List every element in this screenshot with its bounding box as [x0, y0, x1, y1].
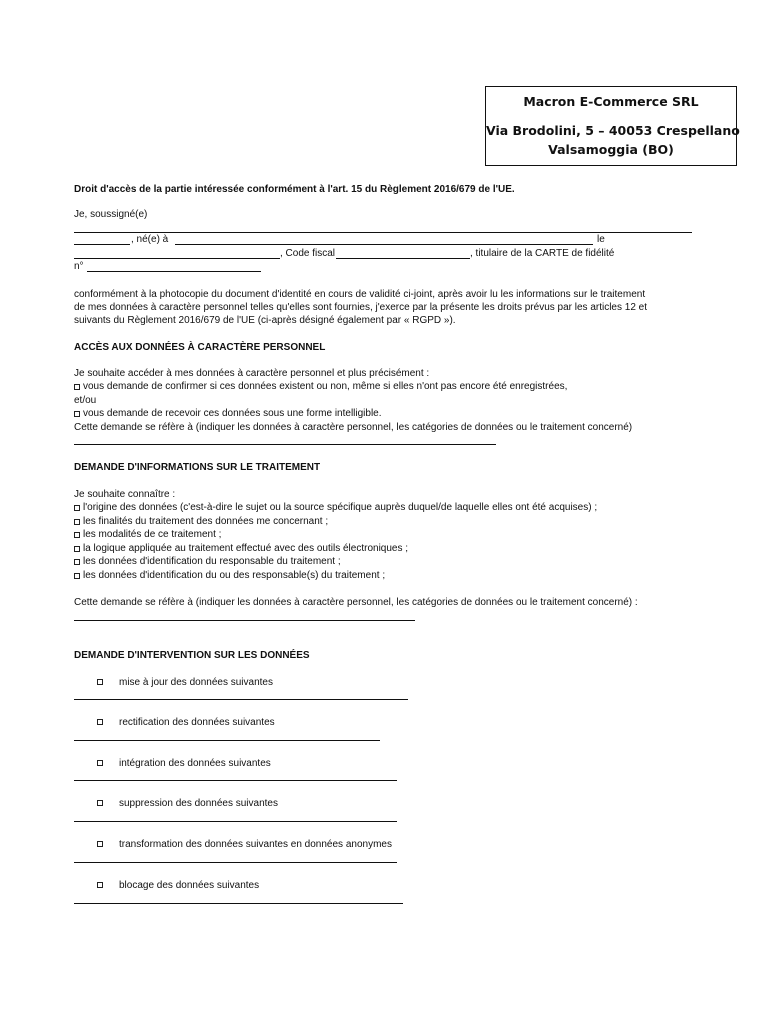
- info-refers-to-field[interactable]: [74, 620, 415, 621]
- info-item-origin: l'origine des données (c'est-à-dire le sujet ou la source spécifique auprès duquel/de laquelle elles ont été acquises) ;: [83, 502, 598, 513]
- fiscal-code-field[interactable]: [336, 258, 470, 259]
- info-section-heading: DEMANDE D'INFORMATIONS SUR LE TRAITEMENT: [74, 462, 321, 473]
- info-checkbox-logic[interactable]: [74, 546, 80, 552]
- integration-field[interactable]: [74, 780, 397, 781]
- update-data-checkbox[interactable]: [97, 679, 103, 685]
- birthplace-field[interactable]: [175, 244, 593, 245]
- rectification-label: rectification des données suivantes: [119, 717, 275, 728]
- anonymization-field[interactable]: [74, 862, 397, 863]
- document-title: Droit d'accès de la partie intéressée conformément à l'art. 15 du Règlement 2016/679 de l'UE.: [74, 184, 515, 195]
- anonymization-label: transformation des données suivantes en données anonymes: [119, 839, 392, 850]
- undersigned-label: Je, soussigné(e): [74, 209, 148, 220]
- confirm-existence-label: vous demande de confirmer si ces données existent ou non, même si elles n'ont pas encore été enregistrées,: [83, 381, 568, 392]
- company-address-box: [485, 86, 740, 166]
- deletion-field[interactable]: [74, 821, 397, 822]
- info-item-methods: les modalités de ce traitement ;: [83, 529, 222, 540]
- title-field[interactable]: [74, 244, 130, 245]
- info-checkbox-methods[interactable]: [74, 532, 80, 538]
- info-checkbox-purposes[interactable]: [74, 519, 80, 525]
- company-address-line2: Valsamoggia (BO): [548, 142, 674, 157]
- birthdate-label: le: [597, 234, 605, 245]
- company-name: Macron E-Commerce SRL: [523, 94, 699, 109]
- access-section-heading: ACCÈS AUX DONNÉES À CARACTÈRE PERSONNEL: [74, 342, 326, 353]
- fiscal-code-label: , Code fiscal: [280, 248, 336, 259]
- info-item-logic: la logique appliquée au traitement effectué avec des outils électroniques ;: [83, 543, 409, 554]
- anonymization-checkbox[interactable]: [97, 841, 103, 847]
- access-refers-to-label: Cette demande se réfère à (indiquer les données à caractère personnel, les catégories de données ou le traitement concerné): [74, 422, 633, 433]
- blocking-checkbox[interactable]: [97, 882, 103, 888]
- consent-line-3: suivants du Règlement 2016/679 de l'UE (ci-après désigné également par « RGPD »).: [74, 315, 456, 326]
- intelligible-form-checkbox[interactable]: [74, 411, 80, 417]
- access-refers-to-field[interactable]: [74, 444, 496, 445]
- update-data-field[interactable]: [74, 699, 408, 700]
- info-item-purposes: les finalités du traitement des données me concernant ;: [83, 516, 329, 527]
- and-or-label: et/ou: [74, 395, 97, 406]
- intervention-section-heading: DEMANDE D'INTERVENTION SUR LES DONNÉES: [74, 650, 310, 661]
- loyalty-card-label: , titulaire de la CARTE de fidélité: [470, 248, 615, 259]
- rectification-checkbox[interactable]: [97, 719, 103, 725]
- consent-line-2: de mes données à caractère personnel telles qu'elles sont fournies, j'exerce par la présente les droits prévus par les articles 12 et: [74, 302, 648, 313]
- integration-checkbox[interactable]: [97, 760, 103, 766]
- card-number-field[interactable]: [87, 271, 261, 272]
- confirm-existence-checkbox[interactable]: [74, 384, 80, 390]
- company-address-line1: Via Brodolini, 5 – 40053 Crespellano: [486, 123, 740, 138]
- access-intro: Je souhaite accéder à mes données à caractère personnel et plus précisément :: [74, 368, 430, 379]
- info-checkbox-processors[interactable]: [74, 573, 80, 579]
- blocking-field[interactable]: [74, 903, 403, 904]
- info-item-processors: les données d'identification du ou des responsable(s) du traitement ;: [83, 570, 386, 581]
- consent-line-1: conformément à la photocopie du document d'identité en cours de validité ci-joint, après avoir lu les informations sur le traitement: [74, 289, 646, 300]
- info-item-controller: les données d'identification du responsable du traitement ;: [83, 556, 341, 567]
- blocking-label: blocage des données suivantes: [119, 880, 260, 891]
- integration-label: intégration des données suivantes: [119, 758, 271, 769]
- intelligible-form-label: vous demande de recevoir ces données sous une forme intelligible.: [83, 408, 382, 419]
- birthdate-field[interactable]: [74, 258, 280, 259]
- born-label: , né(e) à: [131, 234, 169, 245]
- info-refers-to-label: Cette demande se réfère à (indiquer les données à caractère personnel, les catégories de données ou le traitement concerné) :: [74, 597, 638, 608]
- deletion-checkbox[interactable]: [97, 800, 103, 806]
- info-checkbox-controller[interactable]: [74, 559, 80, 565]
- deletion-label: suppression des données suivantes: [119, 798, 278, 809]
- update-data-label: mise à jour des données suivantes: [119, 677, 273, 688]
- info-checkbox-origin[interactable]: [74, 505, 80, 511]
- card-number-label: n°: [74, 261, 84, 272]
- info-intro: Je souhaite connaître :: [74, 489, 176, 500]
- rectification-field[interactable]: [74, 740, 380, 741]
